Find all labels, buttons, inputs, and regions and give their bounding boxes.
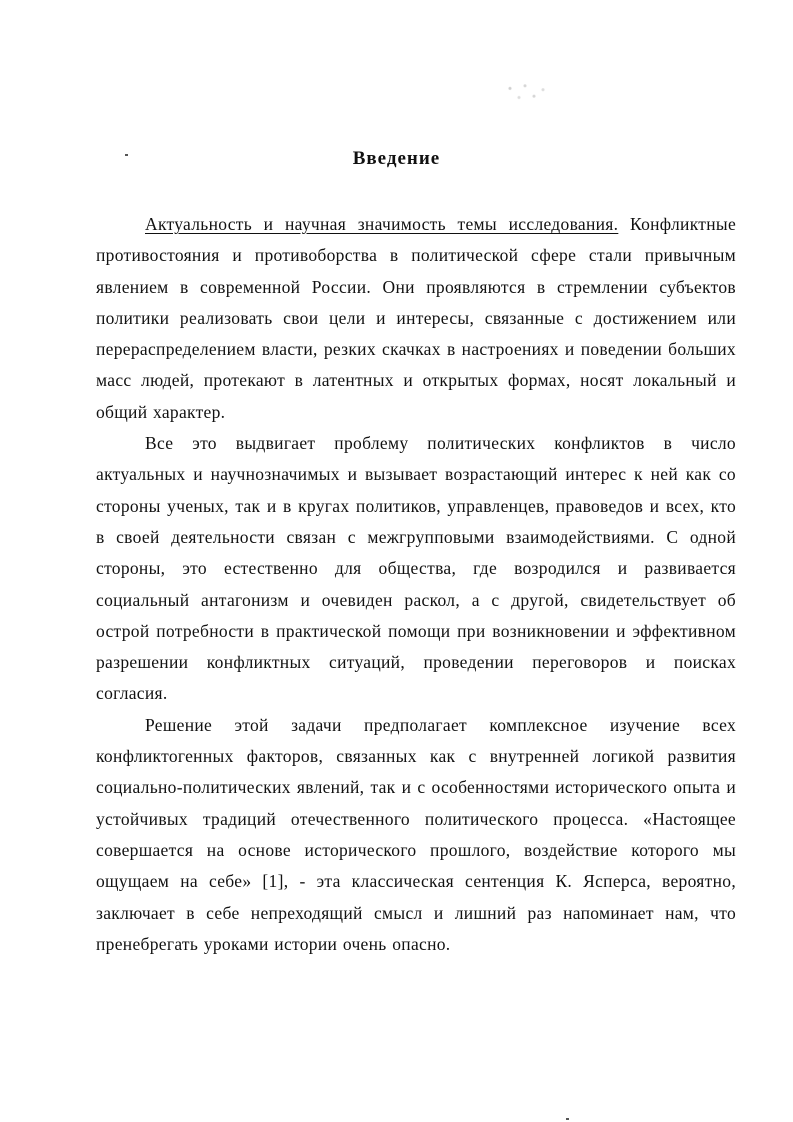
paragraph-1 (96, 209, 736, 428)
paragraph-2: Все это выдвигает проблему политических конфликтов в число актуальных и научнозначимых и вызывает возрастающий интерес к ней как со стороны ученых, так и в кругах политиков, управленцев, правоведов и всех, кто в своей деятельности связан с межгрупповыми взаимодействиями. С одной стороны, это естественно для общества, где возродился и развивается социальный антагонизм и очевиден раскол, а с другой, свидетельствует об острой потребности в практической помощи при возникновении и эффективном разрешении конфликтных ситуаций, проведении переговоров и поисках согласия. (96, 433, 736, 704)
page-title: Введение (352, 148, 441, 169)
body-text (96, 209, 736, 960)
paragraph-3: Решение этой задачи предполагает комплексное изучение всех конфликтогенных факторов, связанных как с внутренней логикой развития социально-политических явлений, так и с особенностями исторического опыта и устойчивых традиций отечественного политического процесса. «Настоящее совершается на основе исторического прошлого, воздействие которого мы ощущаем на себе» [1], - эта классическая сентенция К. Ясперса, вероятно, заключает в себе непреходящий смысл и лишний раз напоминает нам, что пренебрегать уроками истории очень опасно. (96, 714, 736, 954)
paragraph-1-lead: Актуальность и научная значимость темы исследования. (145, 214, 619, 234)
scan-dot (566, 1118, 569, 1120)
paragraph-1-text: Конфликтные противостояния и противоборства в политической сфере стали привычным явлением в современной России. Они проявляются в стремлении субъектов политики реализовать свои цели и интересы, связанные с достижением или перераспределением власти, резких скачках в настроениях и поведении больших масс людей, протекают в латентных и открытых формах, носят локальный и общий характер. (96, 214, 737, 422)
scan-artifact (498, 78, 558, 104)
